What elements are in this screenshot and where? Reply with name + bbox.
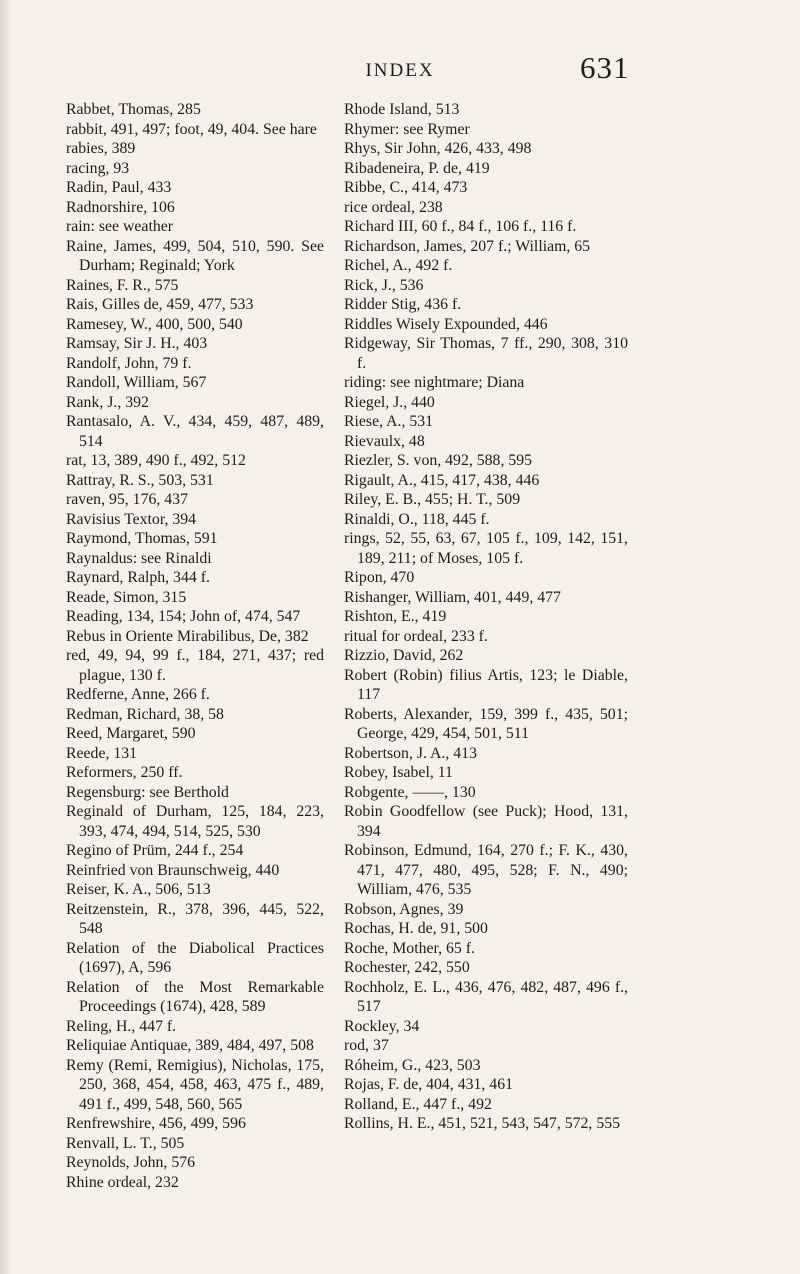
index-entry: Regino of Prüm, 244 f., 254 — [66, 842, 244, 859]
index-entry: Rhymer: see Rymer — [344, 120, 470, 138]
page-number: 631 — [580, 50, 630, 85]
index-entry: Rabbet, Thomas, 285 — [66, 101, 201, 118]
index-entry: Rockley, 34 — [344, 1017, 420, 1035]
index-entry: Rebus in Oriente Mirabilibus, De, 382 — [66, 627, 309, 645]
index-entry: Randoll, William, 567 — [66, 374, 207, 391]
index-entry: Ravisius Textor, 394 — [66, 510, 197, 528]
index-entry: Reitzenstein, R., 378, 396, 445, 522, 548 — [66, 900, 324, 937]
index-entry: Relation of the Diabolical Practices (1697), A, 596 — [66, 939, 324, 976]
index-entry: Robson, Agnes, 39 — [344, 900, 464, 918]
index-entry: rabbit, 491, 497; foot, 49, 404. See hare — [66, 120, 317, 138]
index-entry: Rhys, Sir John, 426, 433, 498 — [344, 140, 532, 157]
index-entry: Riegel, J., 440 — [344, 393, 435, 411]
index-entry: Rank, J., 392 — [66, 393, 149, 411]
index-entry: Rochas, H. de, 91, 500 — [344, 920, 488, 937]
index-entry: Redman, Richard, 38, 58 — [66, 705, 224, 723]
running-head: INDEX — [365, 60, 435, 81]
index-entry: Raynaldus: see Rinaldi — [66, 549, 212, 567]
index-entry: Reynolds, John, 576 — [66, 1154, 196, 1171]
index-column-right — [344, 100, 628, 1134]
index-entry: Robey, Isabel, 11 — [344, 764, 453, 781]
index-entry: rain: see weather — [66, 218, 174, 235]
index-entry: racing, 93 — [66, 159, 130, 177]
index-entry: Reede, 131 — [66, 744, 138, 762]
index-entry: red, 49, 94, 99 f., 184, 271, 437; red plague, 130 f. — [66, 647, 324, 684]
index-entry: rings, 52, 55, 63, 67, 105 f., 109, 142, 151, 189, 211; of Moses, 105 f. — [344, 530, 628, 567]
index-entry: Renfrewshire, 456, 499, 596 — [66, 1115, 246, 1132]
index-entry: Rochholz, E. L., 436, 476, 482, 487, 496 f., 517 — [344, 978, 628, 1015]
index-entry: Rigault, A., 415, 417, 438, 446 — [344, 471, 540, 489]
index-entry: Renvall, L. T., 505 — [66, 1134, 185, 1152]
index-column-left — [66, 100, 324, 1192]
index-entry: Reiser, K. A., 506, 513 — [66, 881, 211, 898]
index-entry: Reinfried von Braunschweig, 440 — [66, 861, 280, 879]
index-entry: Rochester, 242, 550 — [344, 959, 470, 976]
index-entry: Radnorshire, 106 — [66, 198, 175, 216]
index-entry: Rishton, E., 419 — [344, 608, 447, 625]
index-entry: Remy (Remi, Remigius), Nicholas, 175, 250, 368, 454, 458, 463, 475 f., 489, 491 f., 499, 548, 560, 565 — [66, 1056, 324, 1113]
index-entry: Roche, Mother, 65 f. — [344, 939, 475, 957]
index-entry: Ridgeway, Sir Thomas, 7 ff., 290, 308, 310 f. — [344, 335, 628, 372]
index-entry: rice ordeal, 238 — [344, 198, 443, 216]
index-entry: Regensburg: see Berthold — [66, 783, 229, 801]
index-entry: Rievaulx, 48 — [344, 432, 425, 450]
index-entry: Robertson, J. A., 413 — [344, 744, 477, 762]
index-entry: Reformers, 250 ff. — [66, 764, 183, 781]
index-entry: Riddles Wisely Expounded, 446 — [344, 315, 548, 333]
index-entry: ritual for ordeal, 233 f. — [344, 627, 488, 645]
index-entry: Richardson, James, 207 f.; William, 65 — [344, 237, 591, 255]
index-entry: Raynard, Ralph, 344 f. — [66, 569, 210, 586]
index-entry: Rinaldi, O., 118, 445 f. — [344, 510, 490, 528]
index-entry: Raine, James, 499, 504, 510, 590. See Durham; Reginald; York — [66, 237, 324, 274]
index-entry: Relation of the Most Remarkable Proceedings (1674), 428, 589 — [66, 978, 324, 1015]
index-entry: Ramsay, Sir J. H., 403 — [66, 335, 208, 352]
index-entry: Róheim, G., 423, 503 — [344, 1056, 481, 1074]
index-entry: Rolland, E., 447 f., 492 — [344, 1095, 492, 1113]
index-entry: Rollins, H. E., 451, 521, 543, 547, 572, 555 — [344, 1115, 621, 1132]
index-entry: Rhine ordeal, 232 — [66, 1173, 179, 1191]
index-entry: Richel, A., 492 f. — [344, 257, 453, 274]
index-entry: Riezler, S. von, 492, 588, 595 — [344, 452, 533, 469]
index-entry: Rantasalo, A. V., 434, 459, 487, 489, 514 — [66, 413, 324, 450]
index-entry: Rhode Island, 513 — [344, 101, 460, 118]
index-entry: Rishanger, William, 401, 449, 477 — [344, 588, 561, 606]
page-header — [0, 48, 800, 98]
index-entry: Ramesey, W., 400, 500, 540 — [66, 315, 243, 333]
index-entry: Radin, Paul, 433 — [66, 179, 172, 196]
index-entry: Rick, J., 536 — [344, 276, 424, 294]
index-entry: rat, 13, 389, 490 f., 492, 512 — [66, 452, 246, 469]
index-entry: rod, 37 — [344, 1037, 389, 1054]
index-entry: raven, 95, 176, 437 — [66, 491, 188, 508]
index-entry: Rais, Gilles de, 459, 477, 533 — [66, 296, 254, 313]
index-entry: Ridder Stig, 436 f. — [344, 296, 462, 313]
index-entry: Rizzio, David, 262 — [344, 647, 464, 664]
index-entry: Redferne, Anne, 266 f. — [66, 686, 210, 703]
index-entry: Riese, A., 531 — [344, 413, 434, 430]
index-entry: Ribbe, C., 414, 473 — [344, 179, 468, 196]
index-entry: Robinson, Edmund, 164, 270 f.; F. K., 430, 471, 477, 480, 495, 528; F. N., 490; William, 476, 535 — [344, 842, 628, 898]
index-entry: Raines, F. R., 575 — [66, 276, 179, 294]
index-entry: Randolf, John, 79 f. — [66, 354, 192, 372]
index-entry: Reading, 134, 154; John of, 474, 547 — [66, 608, 301, 625]
index-entry: Reling, H., 447 f. — [66, 1017, 177, 1035]
index-entry: Raymond, Thomas, 591 — [66, 530, 218, 547]
index-entry: Robert (Robin) filius Artis, 123; le Diable, 117 — [344, 666, 628, 703]
index-entry: Robgente, ——, 130 — [344, 783, 476, 801]
index-entry: Reade, Simon, 315 — [66, 588, 187, 606]
index-entry: Reliquiae Antiquae, 389, 484, 497, 508 — [66, 1037, 314, 1054]
index-entry: Rojas, F. de, 404, 431, 461 — [344, 1076, 513, 1093]
index-entry: Reginald of Durham, 125, 184, 223, 393, 474, 494, 514, 525, 530 — [66, 803, 324, 840]
index-entry: Ribadeneira, P. de, 419 — [344, 159, 490, 177]
index-entry: Reed, Margaret, 590 — [66, 725, 196, 742]
index-entry: Roberts, Alexander, 159, 399 f., 435, 501; George, 429, 454, 501, 511 — [344, 705, 628, 742]
index-entry: Richard III, 60 f., 84 f., 106 f., 116 f. — [344, 218, 577, 235]
index-entry: Robin Goodfellow (see Puck); Hood, 131, 394 — [344, 803, 628, 840]
index-entry: rabies, 389 — [66, 140, 136, 157]
index-entry: Rattray, R. S., 503, 531 — [66, 471, 214, 489]
index-entry: Riley, E. B., 455; H. T., 509 — [344, 491, 521, 508]
index-entry: riding: see nightmare; Diana — [344, 374, 525, 391]
page-edge-shadow — [0, 0, 12, 1274]
index-entry: Ripon, 470 — [344, 569, 415, 586]
